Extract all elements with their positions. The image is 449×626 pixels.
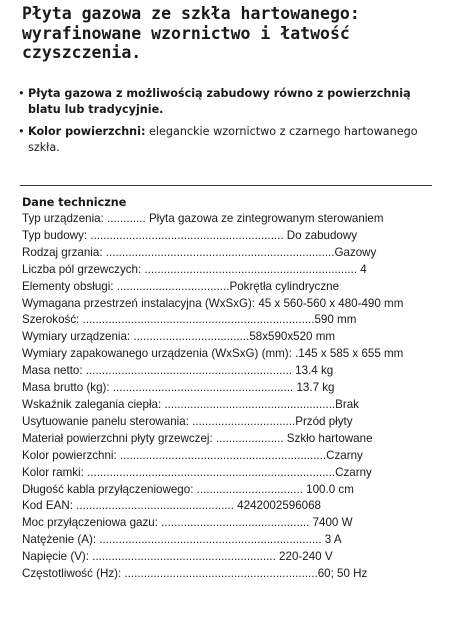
spec-row: Długość kabla przyłączeniowego: ................................. 100.0 cm <box>22 482 354 496</box>
spec-row: Kolor ramki: .............................................................................Czarny <box>22 465 372 479</box>
spec-row: Kolor powierzchni: ................................................................Czarny <box>22 448 363 462</box>
spec-row: Wymiary zapakowanego urządzenia (WxSxG) (mm): .145 x 585 x 655 mm <box>22 347 404 361</box>
spec-row: Szerokość: ........................................................................590 mm <box>22 313 357 327</box>
feature-list <box>18 86 438 162</box>
spec-row: Usytuowanie panelu sterowania: ................................Przód płyty <box>22 414 353 428</box>
spec-row: Kod EAN: ................................................. 4242002596068 <box>22 499 322 513</box>
feature-bold: Kolor powierzchni: <box>28 125 146 138</box>
spec-row: Materiał powierzchni płyty grzewczej: ..................... Szkło hartowane <box>22 431 373 445</box>
feature-item <box>18 86 438 118</box>
feature-item <box>18 124 438 156</box>
spec-row: Napięcie (V): ......................................................... 220-240 V <box>22 550 333 564</box>
feature-bold: Płyta gazowa z możliwością zabudowy równo z powierzchnią blatu lub tradycyjnie. <box>28 87 411 116</box>
page-title: Płyta gazowa ze szkła hartowanego: wyrafinowane wzornictwo i łatwość czyszczenia. <box>22 4 360 62</box>
spec-row: Częstotliwość (Hz): ............................................................60; 50 Hz <box>22 567 368 581</box>
spec-row: Elementy obsługi: ...................................Pokrętła cylindryczne <box>22 279 340 293</box>
spec-row: Typ urządzenia: ............ Płyta gazowa ze zintegrowanym sterowaniem <box>22 212 384 225</box>
spec-row: Natężenie (A): ..................................................................... 3 A <box>22 533 342 547</box>
spec-row: Wskaźnik zalegania ciepła: .....................................................Brak <box>22 397 359 411</box>
spec-row: Masa netto: ................................................................ 13.4 kg <box>22 364 334 378</box>
technical-specs <box>22 195 422 583</box>
spec-row: Rodzaj grzania: .......................................................................Gazowy <box>22 245 377 259</box>
specs-heading: Dane techniczne <box>22 196 127 209</box>
feature-text: eleganckie wzornictwo z czarnego hartowanego szkła. <box>28 125 418 154</box>
bullet-icon: • <box>18 87 25 100</box>
spec-row: Wymagana przestrzeń instalacyjna (WxSxG): 45 x 560-560 x 480-490 mm <box>22 296 404 310</box>
spec-row: Wymiary urządzenia: ....................................58x590x520 mm <box>22 330 336 344</box>
spec-row: Moc przyłączeniowa gazu: .............................................. 7400 W <box>22 516 353 530</box>
bullet-icon: • <box>18 125 25 138</box>
spec-row: Masa brutto (kg): ........................................................ 13.7 kg <box>22 381 335 395</box>
section-divider <box>20 185 432 186</box>
spec-row: Liczba pól grzewczych: .................................................................. 4 <box>22 262 367 276</box>
spec-row: Typ budowy: ............................................................ Do zabudowy <box>22 228 358 242</box>
